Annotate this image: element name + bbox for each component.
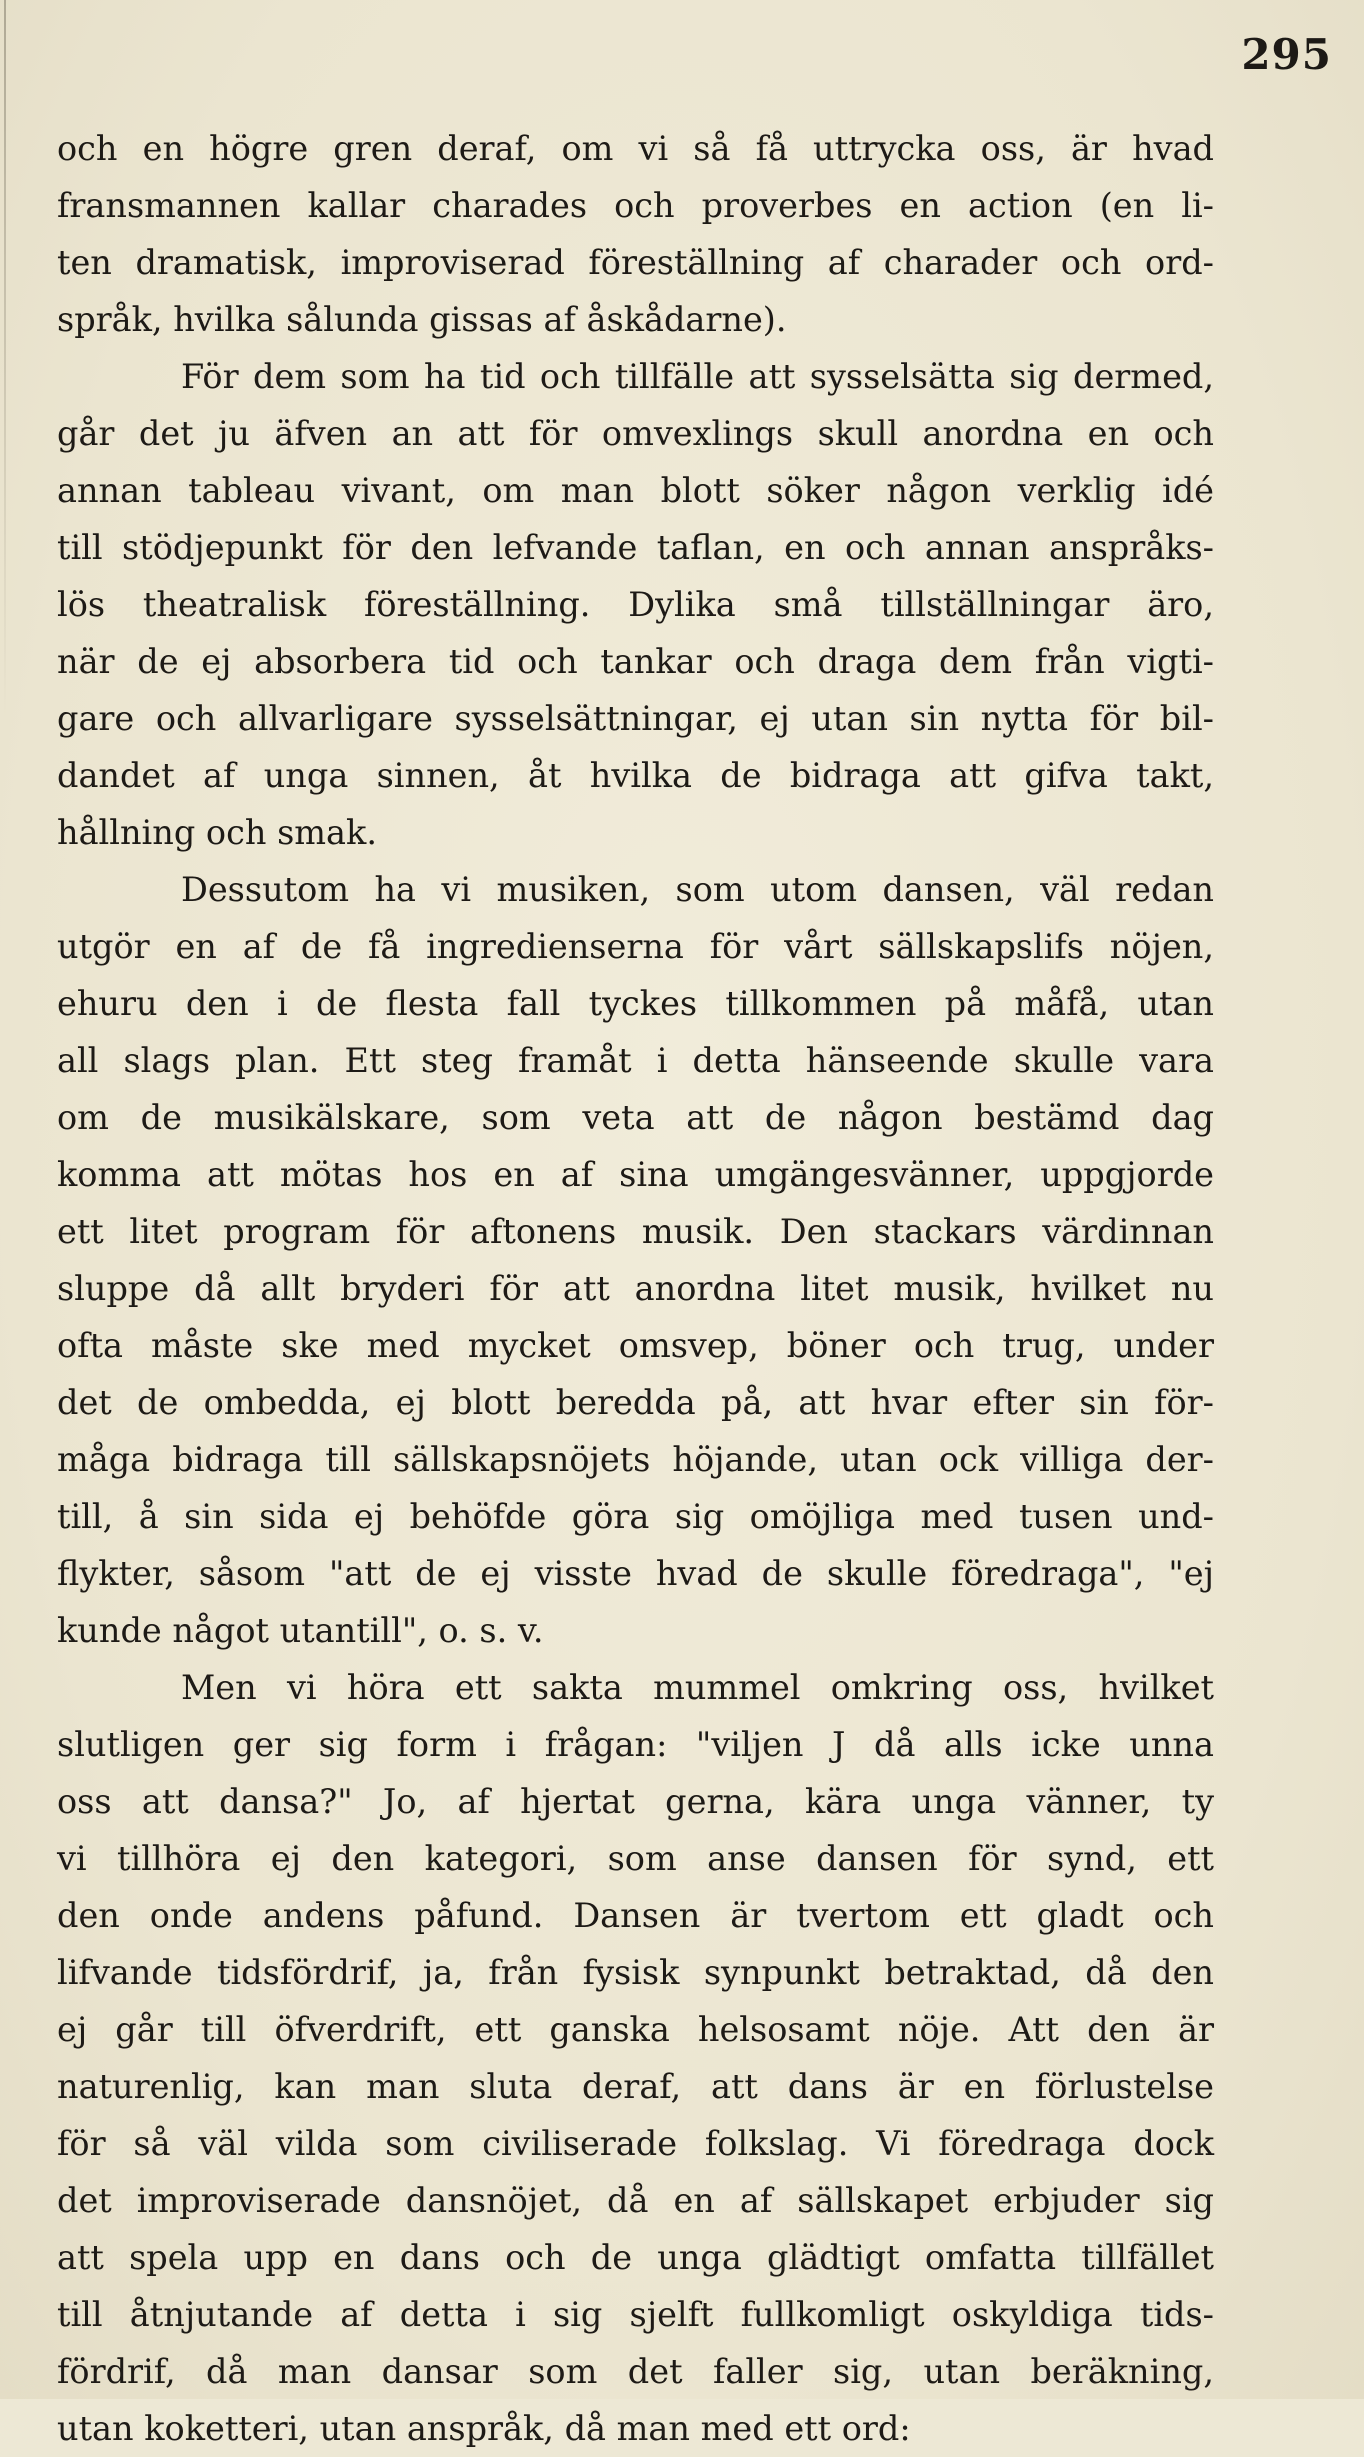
text-line: annan tableau vivant, om man blott söker någon verklig idé — [57, 471, 1214, 510]
page-edge-shadow — [4, 0, 6, 720]
text-line: fördrif, då man dansar som det faller sig, utan beräkning, — [57, 2352, 1214, 2391]
text-line: vi tillhöra ej den kategori, som anse dansen för synd, ett — [57, 1839, 1214, 1878]
text-line: ofta måste ske med mycket omsvep, böner och trug, under — [57, 1326, 1214, 1365]
paragraph-start-line: Dessutom ha vi musiken, som utom dansen, väl redan — [181, 870, 1214, 909]
text-line: hållning och smak. — [57, 813, 377, 852]
text-line: utgör en af de få ingredienserna för vårt sällskapslifs nöjen, — [57, 927, 1214, 966]
text-line: går det ju äfven an att för omvexlings skull anordna en och — [57, 414, 1214, 453]
text-line: naturenlig, kan man sluta deraf, att dans är en förlustelse — [57, 2067, 1214, 2106]
text-line: den onde andens påfund. Dansen är tvertom ett gladt och — [57, 1896, 1214, 1935]
text-line: ten dramatisk, improviserad föreställning af charader och ord- — [57, 243, 1214, 282]
text-line: dandet af unga sinnen, åt hvilka de bidraga att gifva takt, — [57, 756, 1214, 795]
text-line: fransmannen kallar charades och proverbes en action (en li- — [57, 186, 1214, 225]
text-line: att spela upp en dans och de unga glädtigt omfatta tillfället — [57, 2238, 1214, 2277]
text-line: för så väl vilda som civiliserade folkslag. Vi föredraga dock — [57, 2124, 1214, 2163]
text-line: lifvande tidsfördrif, ja, från fysisk synpunkt betraktad, då den — [57, 1953, 1214, 1992]
text-line: slutligen ger sig form i frågan: "viljen J då alls icke unna — [57, 1725, 1214, 1764]
text-line: flykter, såsom "att de ej visste hvad de skulle föredraga", "ej — [57, 1554, 1214, 1593]
text-line: till stödjepunkt för den lefvande taflan, en och annan anspråks- — [57, 528, 1214, 567]
text-line: det improviserade dansnöjet, då en af sällskapet erbjuder sig — [57, 2181, 1214, 2220]
text-line: oss att dansa?" Jo, af hjertat gerna, kära unga vänner, ty — [57, 1782, 1214, 1821]
paragraph-start-line: För dem som ha tid och tillfälle att sysselsätta sig dermed, — [181, 357, 1214, 396]
text-line: och en högre gren deraf, om vi så få uttrycka oss, är hvad — [57, 129, 1214, 168]
text-line: all slags plan. Ett steg framåt i detta hänseende skulle vara — [57, 1041, 1214, 1080]
text-line: lös theatralisk föreställning. Dylika små tillställningar äro, — [57, 585, 1214, 624]
page-number: 295 — [1241, 30, 1332, 79]
text-line: ej går till öfverdrift, ett ganska helsosamt nöje. Att den är — [57, 2010, 1214, 2049]
text-line: till, å sin sida ej behöfde göra sig omöjliga med tusen und- — [57, 1497, 1214, 1536]
text-line: sluppe då allt bryderi för att anordna litet musik, hvilket nu — [57, 1269, 1214, 1308]
text-line: ehuru den i de flesta fall tyckes tillkommen på måfå, utan — [57, 984, 1214, 1023]
text-line: måga bidraga till sällskapsnöjets höjande, utan ock villiga der- — [57, 1440, 1214, 1479]
text-line: det de ombedda, ej blott beredda på, att hvar efter sin för- — [57, 1383, 1214, 1422]
text-line: gare och allvarligare sysselsättningar, ej utan sin nytta för bil- — [57, 699, 1214, 738]
body-text — [57, 120, 1214, 2457]
text-line: när de ej absorbera tid och tankar och draga dem från vigti- — [57, 642, 1214, 681]
text-line: ett litet program för aftonens musik. Den stackars värdinnan — [57, 1212, 1214, 1251]
paragraph-start-line: Men vi höra ett sakta mummel omkring oss, hvilket — [181, 1668, 1214, 1707]
text-line: utan koketteri, utan anspråk, då man med ett ord: — [57, 2409, 911, 2448]
text-line: till åtnjutande af detta i sig sjelft fullkomligt oskyldiga tids- — [57, 2295, 1214, 2334]
text-line: kunde något utantill", o. s. v. — [57, 1611, 544, 1650]
text-line: komma att mötas hos en af sina umgängesvänner, uppgjorde — [57, 1155, 1214, 1194]
text-line: språk, hvilka sålunda gissas af åskådarne). — [57, 300, 787, 339]
text-line: om de musikälskare, som veta att de någon bestämd dag — [57, 1098, 1214, 1137]
